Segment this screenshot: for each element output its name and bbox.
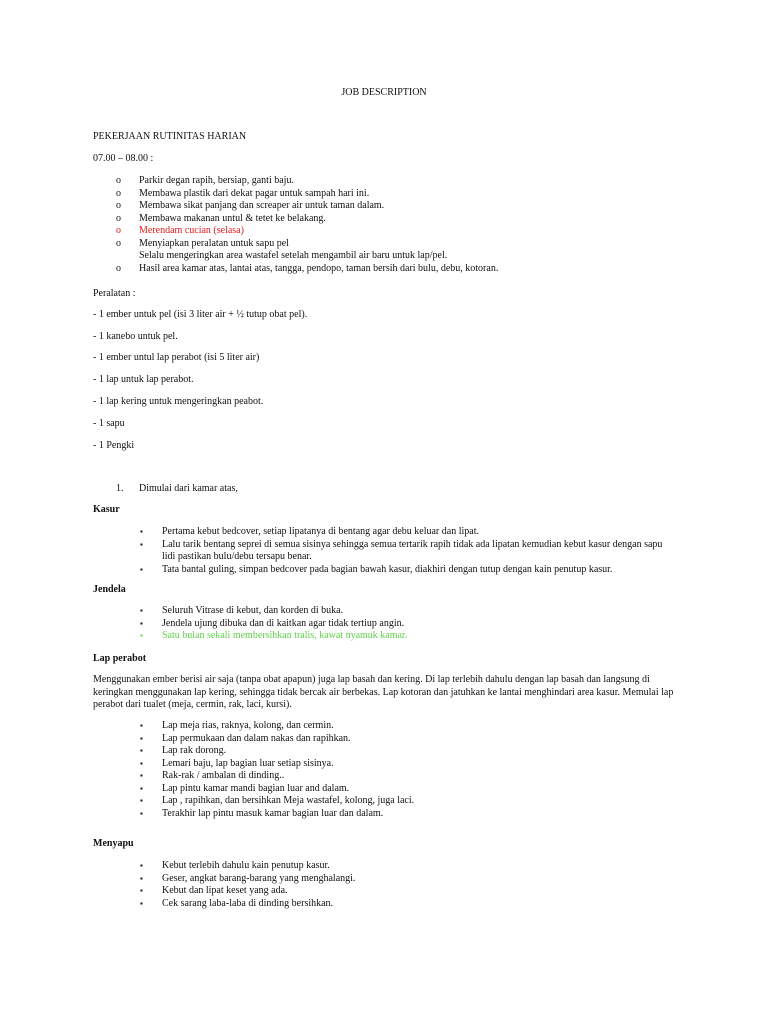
square-bullet-icon: ▪ bbox=[140, 606, 143, 615]
list-item-text: Merendam cucian (selasa) bbox=[139, 225, 244, 236]
lap-perabot-list bbox=[0, 720, 519, 820]
square-bullet-icon: ▪ bbox=[140, 771, 143, 780]
lap-perabot-paragraph: Menggunakan ember berisi air saja (tanpa obat apapun) juga lap basah dan kering. Di lap terlebih dahulu dengan lap basah dan langsung di keringkan menggunakan lap kering, sehingga tidak bercak air berbekas. Lap kotoran dan jatuhkan ke lantai menghindari area kasur. Memulai lap perabot dari tualet (meja, cermin, rak, laci, kursi). bbox=[93, 674, 674, 710]
list-item-text: Seluruh Vitrase di kebut, dan korden di buka. bbox=[162, 605, 344, 616]
equipment-item: - 1 lap kering untuk mengeringkan peabot. bbox=[93, 396, 264, 407]
list-item-text: Lap pintu kamar mandi bagian luar and dalam. bbox=[162, 782, 350, 794]
square-bullet-icon: ▪ bbox=[140, 873, 143, 883]
square-bullet-icon: ▪ bbox=[140, 527, 143, 536]
equipment-item: - 1 kanebo untuk pel. bbox=[93, 331, 178, 342]
list-item bbox=[0, 213, 498, 226]
list-item bbox=[0, 618, 512, 631]
square-bullet-icon: ▪ bbox=[140, 898, 143, 908]
list-item-text: Membawa sikat panjang dan screaper air untuk taman dalam. bbox=[139, 200, 385, 211]
square-bullet-icon: ▪ bbox=[140, 746, 143, 755]
list-item-text: Lap meja rias, raknya, kolong, dan cermin. bbox=[162, 720, 334, 731]
list-item bbox=[0, 808, 519, 821]
list-item bbox=[0, 564, 768, 577]
list-item-text: Geser, angkat barang-barang yang menghalangi. bbox=[162, 872, 356, 884]
list-item bbox=[0, 175, 498, 188]
list-item-text: Lap , rapihkan, dan bersihkan Meja wastafel, kolong, juga laci. bbox=[162, 795, 415, 806]
menyapu-heading: Menyapu bbox=[93, 838, 134, 849]
list-item bbox=[0, 885, 460, 898]
list-item bbox=[0, 200, 498, 213]
circle-bullet-icon: o bbox=[116, 200, 121, 211]
equipment-item: - 1 ember untul lap perabot (isi 5 liter air) bbox=[93, 352, 260, 363]
square-bullet-icon: ▪ bbox=[140, 631, 143, 640]
list-item bbox=[0, 795, 519, 808]
circle-bullet-icon: o bbox=[116, 225, 121, 236]
jendela-list bbox=[0, 605, 512, 643]
equipment-label: Peralatan : bbox=[93, 288, 136, 299]
square-bullet-icon: ▪ bbox=[140, 886, 143, 895]
menyapu-list bbox=[0, 860, 460, 910]
square-bullet-icon: ▪ bbox=[140, 539, 143, 549]
lap-perabot-heading: Lap perabot bbox=[93, 653, 147, 664]
circle-bullet-icon: o bbox=[116, 262, 121, 274]
list-item-text: Jendela ujung dibuka dan di kaitkan agar tidak tertiup angin. bbox=[162, 617, 405, 629]
list-item bbox=[0, 526, 768, 539]
list-item-text: Parkir degan rapih, bersiap, ganti baju. bbox=[139, 175, 294, 186]
equipment-item: - 1 sapu bbox=[93, 418, 125, 429]
equipment-item: - 1 lap untuk lap perabot. bbox=[93, 374, 194, 385]
list-item-text: Kebut dan lipat keset yang ada. bbox=[162, 885, 288, 896]
list-item-text: Membawa plastik dari dekat pagar untuk sampah hari ini. bbox=[139, 187, 370, 199]
list-item bbox=[0, 860, 460, 873]
list-item bbox=[0, 720, 519, 733]
list-item-highlighted bbox=[0, 630, 512, 643]
list-item-text: Hasil area kamar atas, lantai atas, tangga, pendopo, taman bersih dari bulu, debu, kotoran. bbox=[139, 262, 499, 274]
section-heading: PEKERJAAN RUTINITAS HARIAN bbox=[93, 131, 247, 142]
numbered-marker: 1. bbox=[116, 483, 124, 494]
circle-bullet-icon: o bbox=[116, 212, 121, 224]
document-title: JOB DESCRIPTION bbox=[341, 87, 427, 98]
list-item bbox=[0, 783, 519, 796]
list-item-subtext: Selalu mengeringkan area wastafel setelah mengambil air baru untuk lap/pel. bbox=[139, 250, 448, 261]
equipment-item: - 1 ember untuk pel (isi 3 liter air + ½ tutup obat pel). bbox=[93, 309, 308, 320]
list-item-text: Lemari baju, lap bagian luar setiap sisinya. bbox=[162, 757, 334, 769]
list-item-text: Membawa makanan untul & tetet ke belakang. bbox=[139, 212, 326, 224]
list-item-text: Lap rak dorong. bbox=[162, 745, 227, 756]
time-range: 07.00 – 08.00 : bbox=[93, 153, 154, 164]
numbered-item-text: Dimulai dari kamar atas, bbox=[139, 483, 238, 494]
square-bullet-icon: ▪ bbox=[140, 861, 143, 870]
square-bullet-icon: ▪ bbox=[140, 796, 143, 805]
list-item-text: Tata bantal guling, simpan bedcover pada bagian bawah kasur, diakhiri dengan tutup dengan kain penutup kasur. bbox=[162, 563, 613, 575]
list-item bbox=[0, 188, 498, 201]
list-item bbox=[0, 770, 519, 783]
kasur-list bbox=[0, 526, 768, 576]
square-bullet-icon: ▪ bbox=[140, 618, 143, 628]
list-item-text: Lalu tarik bentang seprei di semua sisinya sehingga semua tertarik rapih tidak ada lipatan kemudian kebut kasur dengan sapu lidi pastikan bulu/debu tersapu benar. bbox=[162, 538, 663, 562]
square-bullet-icon: ▪ bbox=[140, 733, 143, 743]
list-item bbox=[0, 758, 519, 771]
list-item bbox=[0, 733, 519, 746]
list-item bbox=[0, 898, 460, 911]
list-item-text: Kebut terlebih dahulu kain penutup kasur. bbox=[162, 860, 330, 871]
list-item-text: Satu bulan sekali membersihkan tralis, kawat nyamuk kamar. bbox=[162, 630, 408, 641]
circle-bullet-icon: o bbox=[116, 237, 121, 249]
list-item bbox=[0, 873, 460, 886]
list-item bbox=[0, 539, 768, 564]
list-item-text: Menyiapkan peralatan untuk sapu pel bbox=[139, 237, 289, 249]
list-item-text: Cek sarang laba-laba di dinding bersihkan. bbox=[162, 897, 334, 909]
circle-bullet-icon: o bbox=[116, 175, 121, 186]
equipment-item: - 1 Pengki bbox=[93, 440, 135, 451]
list-item bbox=[0, 605, 512, 618]
circle-bullet-icon: o bbox=[116, 187, 121, 199]
list-item bbox=[0, 238, 498, 263]
square-bullet-icon: ▪ bbox=[140, 808, 143, 818]
square-bullet-icon: ▪ bbox=[140, 783, 143, 793]
square-bullet-icon: ▪ bbox=[140, 721, 143, 730]
list-item bbox=[0, 263, 498, 276]
square-bullet-icon: ▪ bbox=[140, 564, 143, 574]
jendela-heading: Jendela bbox=[93, 584, 126, 595]
routine-list bbox=[0, 175, 498, 275]
kasur-heading: Kasur bbox=[93, 504, 120, 515]
list-item-highlighted bbox=[0, 225, 498, 238]
list-item-text: Lap permukaan dan dalam nakas dan rapihkan. bbox=[162, 732, 351, 744]
square-bullet-icon: ▪ bbox=[140, 758, 143, 768]
list-item-text: Terakhir lap pintu masuk kamar bagian luar dan dalam. bbox=[162, 807, 384, 819]
list-item-text: Pertama kebut bedcover, setiap lipatanya di bentang agar debu keluar dan lipat. bbox=[162, 526, 479, 537]
list-item bbox=[0, 745, 519, 758]
list-item-text: Rak-rak / ambalan di dinding.. bbox=[162, 770, 285, 781]
